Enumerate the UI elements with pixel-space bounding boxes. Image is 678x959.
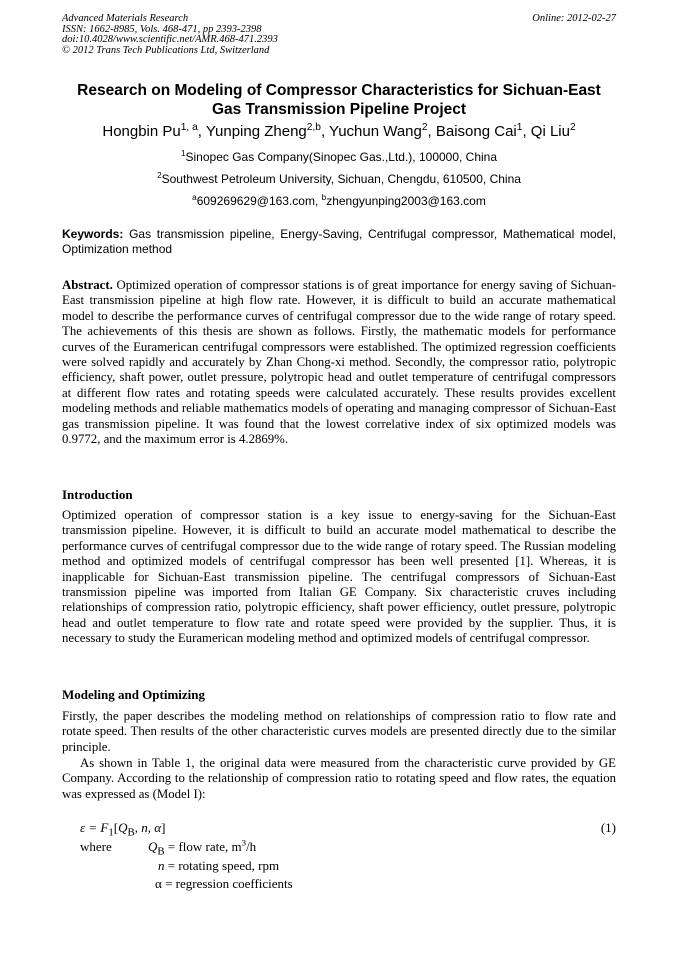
author-name: Baisong Cai bbox=[435, 123, 517, 140]
author-name: Yuchun Wang bbox=[329, 123, 422, 140]
where-unit-tail: /h bbox=[246, 839, 257, 854]
equation-number: (1) bbox=[600, 820, 616, 835]
abstract bbox=[62, 278, 616, 447]
journal-header bbox=[62, 14, 278, 56]
author-affil-mark: 2,b bbox=[306, 122, 321, 133]
affil-text: Southwest Petroleum University, Sichuan, Chengdu, 610500, China bbox=[161, 172, 521, 186]
eq-close: ] bbox=[161, 820, 166, 835]
affiliation-1 bbox=[62, 150, 616, 164]
eq-open: [ bbox=[113, 820, 119, 835]
where-row-coeff bbox=[155, 876, 293, 892]
email-mark: b bbox=[321, 193, 327, 202]
author-affil-mark: 1, a bbox=[180, 122, 198, 133]
keywords bbox=[62, 227, 616, 257]
author-list: Hongbin Pu$^{1, a}$, Yunping Zheng$^{2,b}$, Yuchun Wang$^2$, Baisong Cai$^1$, Qi Liu$^2$ bbox=[102, 122, 576, 140]
keywords-label: Keywords: bbox=[62, 227, 124, 241]
email-a: 609269629@163.com, bbox=[196, 194, 319, 208]
intro-paragraph: Optimized operation of compressor station is a key issue to energy-saving for the Sichuan-East transmission pipeline. However, it is difficult to build an accurate model mathematical to describe the performance curves of centrifugal compressor due to the wide range of rotary speed. The Russian modeling method and optimized models of centrifugal compressor has been well presented [1]. Whereas, it is inapplicable for Sichuan-East transmission pipeline. The centrifugal compressors of Sichuan-East transmission pipeline was imported from Italian GE Company. Six characteristic cruves including relationships of compression ratio, polytropic efficiency, shaft power efficiency, outlet pressure, polytropic head and outlet temperature to flow rate and rotate speed were provided by the supplier. Thus, it is necessary to study the Euramerican modeling method and optimized models of centrifugal compressor. bbox=[62, 508, 616, 646]
author-affil-mark: 2 bbox=[569, 122, 576, 133]
where-symbol: n bbox=[158, 858, 165, 873]
paper-title: Research on Modeling of Compressor Characteristics for Sichuan-East Gas Transmission Pipeline Project bbox=[77, 82, 601, 118]
eq-q: Q bbox=[118, 820, 128, 835]
author-name: Hongbin Pu bbox=[102, 123, 181, 140]
eq-sub: 1 bbox=[108, 826, 114, 839]
where-unit-sup: 3 bbox=[241, 837, 247, 848]
eq-args: , n, α bbox=[134, 820, 162, 835]
where-symbol: Q bbox=[148, 839, 158, 854]
modeling-paragraph-2: As shown in Table 1, the original data were measured from the characteristic curve provided by GE Company. According to the relationship of compression ratio to rotating speed and flow rates, the equation was expressed as (Model I): bbox=[62, 756, 616, 801]
email-b: zhengyunping2003@163.com bbox=[326, 194, 486, 208]
affil-text: Sinopec Gas Company(Sinopec Gas.,Ltd.), 100000, China bbox=[185, 150, 498, 164]
where-symbol-sub: B bbox=[157, 845, 165, 858]
abstract-text: Optimized operation of compressor stations is of great importance for energy saving of Sichuan-East transmission pipeline at high flow rate. However, it is difficult to build an accurate mathematical model to describe the performance curves of centrifugal compressor due to the wide range of rotary speed. The achievements of this thesis are shown as follows. Firstly, the mathematic models for performance curves of the Euramerican centrifugal compressors were established. The optimized regression coefficients were solved rapidly and accurately by Zhan Chong-xi method. Secondly, the compressor ratio, polytropic efficiency, shaft power, outlet pressure, polytropic head and outlet temperature of centrifugal compressors at different flow rates and rotating speeds were calculated accurately. These results provides excellent modeling methods and reliable mathematics models of operating and managing compressor of Sichuan-East gas transmission pipeline. It was found that the lowest correlative index of six optimized models was 0.9772, and the maximum error is 4.2869%. bbox=[62, 278, 616, 447]
journal-name: Advanced Materials Research bbox=[62, 13, 189, 24]
doi-line: doi:10.4028/www.scientific.net/AMR.468-471.2393 bbox=[62, 34, 278, 45]
where-desc: = flow rate, m bbox=[164, 839, 242, 854]
equation-1 bbox=[80, 820, 616, 839]
where-desc: = rotating speed, rpm bbox=[164, 858, 280, 873]
author-affil-mark: 2 bbox=[421, 122, 428, 133]
where-row-flow bbox=[148, 839, 256, 860]
modeling-heading: Modeling and Optimizing bbox=[62, 687, 206, 702]
where-row-speed bbox=[158, 858, 279, 874]
abstract-label: Abstract. bbox=[62, 278, 113, 292]
copyright-line: © 2012 Trans Tech Publications Ltd, Switzerland bbox=[62, 44, 270, 56]
issn-line: ISSN: 1662-8985, Vols. 468-471, pp 2393-2398 bbox=[62, 23, 262, 35]
affil-mark: 1 bbox=[180, 149, 186, 158]
where-symbol: α bbox=[155, 876, 162, 891]
modeling-paragraph-1: Firstly, the paper describes the modeling method on relationships of compression ratio to flow rate and rotate speed. Then results of the other characteristic curves models are presented directly due to the similar principle. bbox=[62, 709, 616, 754]
affiliation-2 bbox=[62, 172, 616, 186]
keywords-text: Gas transmission pipeline, Energy-Saving, Centrifugal compressor, Mathematical model, Optimization method bbox=[62, 227, 616, 256]
online-date: Online: 2012-02-27 bbox=[532, 13, 616, 24]
where-desc: = regression coefficients bbox=[161, 876, 293, 891]
eq-lhs: ε = F bbox=[80, 820, 109, 835]
author-name: Qi Liu bbox=[530, 123, 570, 140]
equation-expression bbox=[80, 820, 166, 839]
where-label: where bbox=[80, 839, 112, 854]
author-emails bbox=[62, 194, 616, 208]
author-name: Yunping Zheng bbox=[205, 123, 307, 140]
author-affil-mark: 1 bbox=[516, 122, 523, 133]
intro-heading: Introduction bbox=[62, 487, 133, 502]
email-mark: a bbox=[192, 193, 197, 202]
affil-mark: 2 bbox=[157, 171, 162, 180]
eq-q-sub: B bbox=[127, 826, 135, 839]
